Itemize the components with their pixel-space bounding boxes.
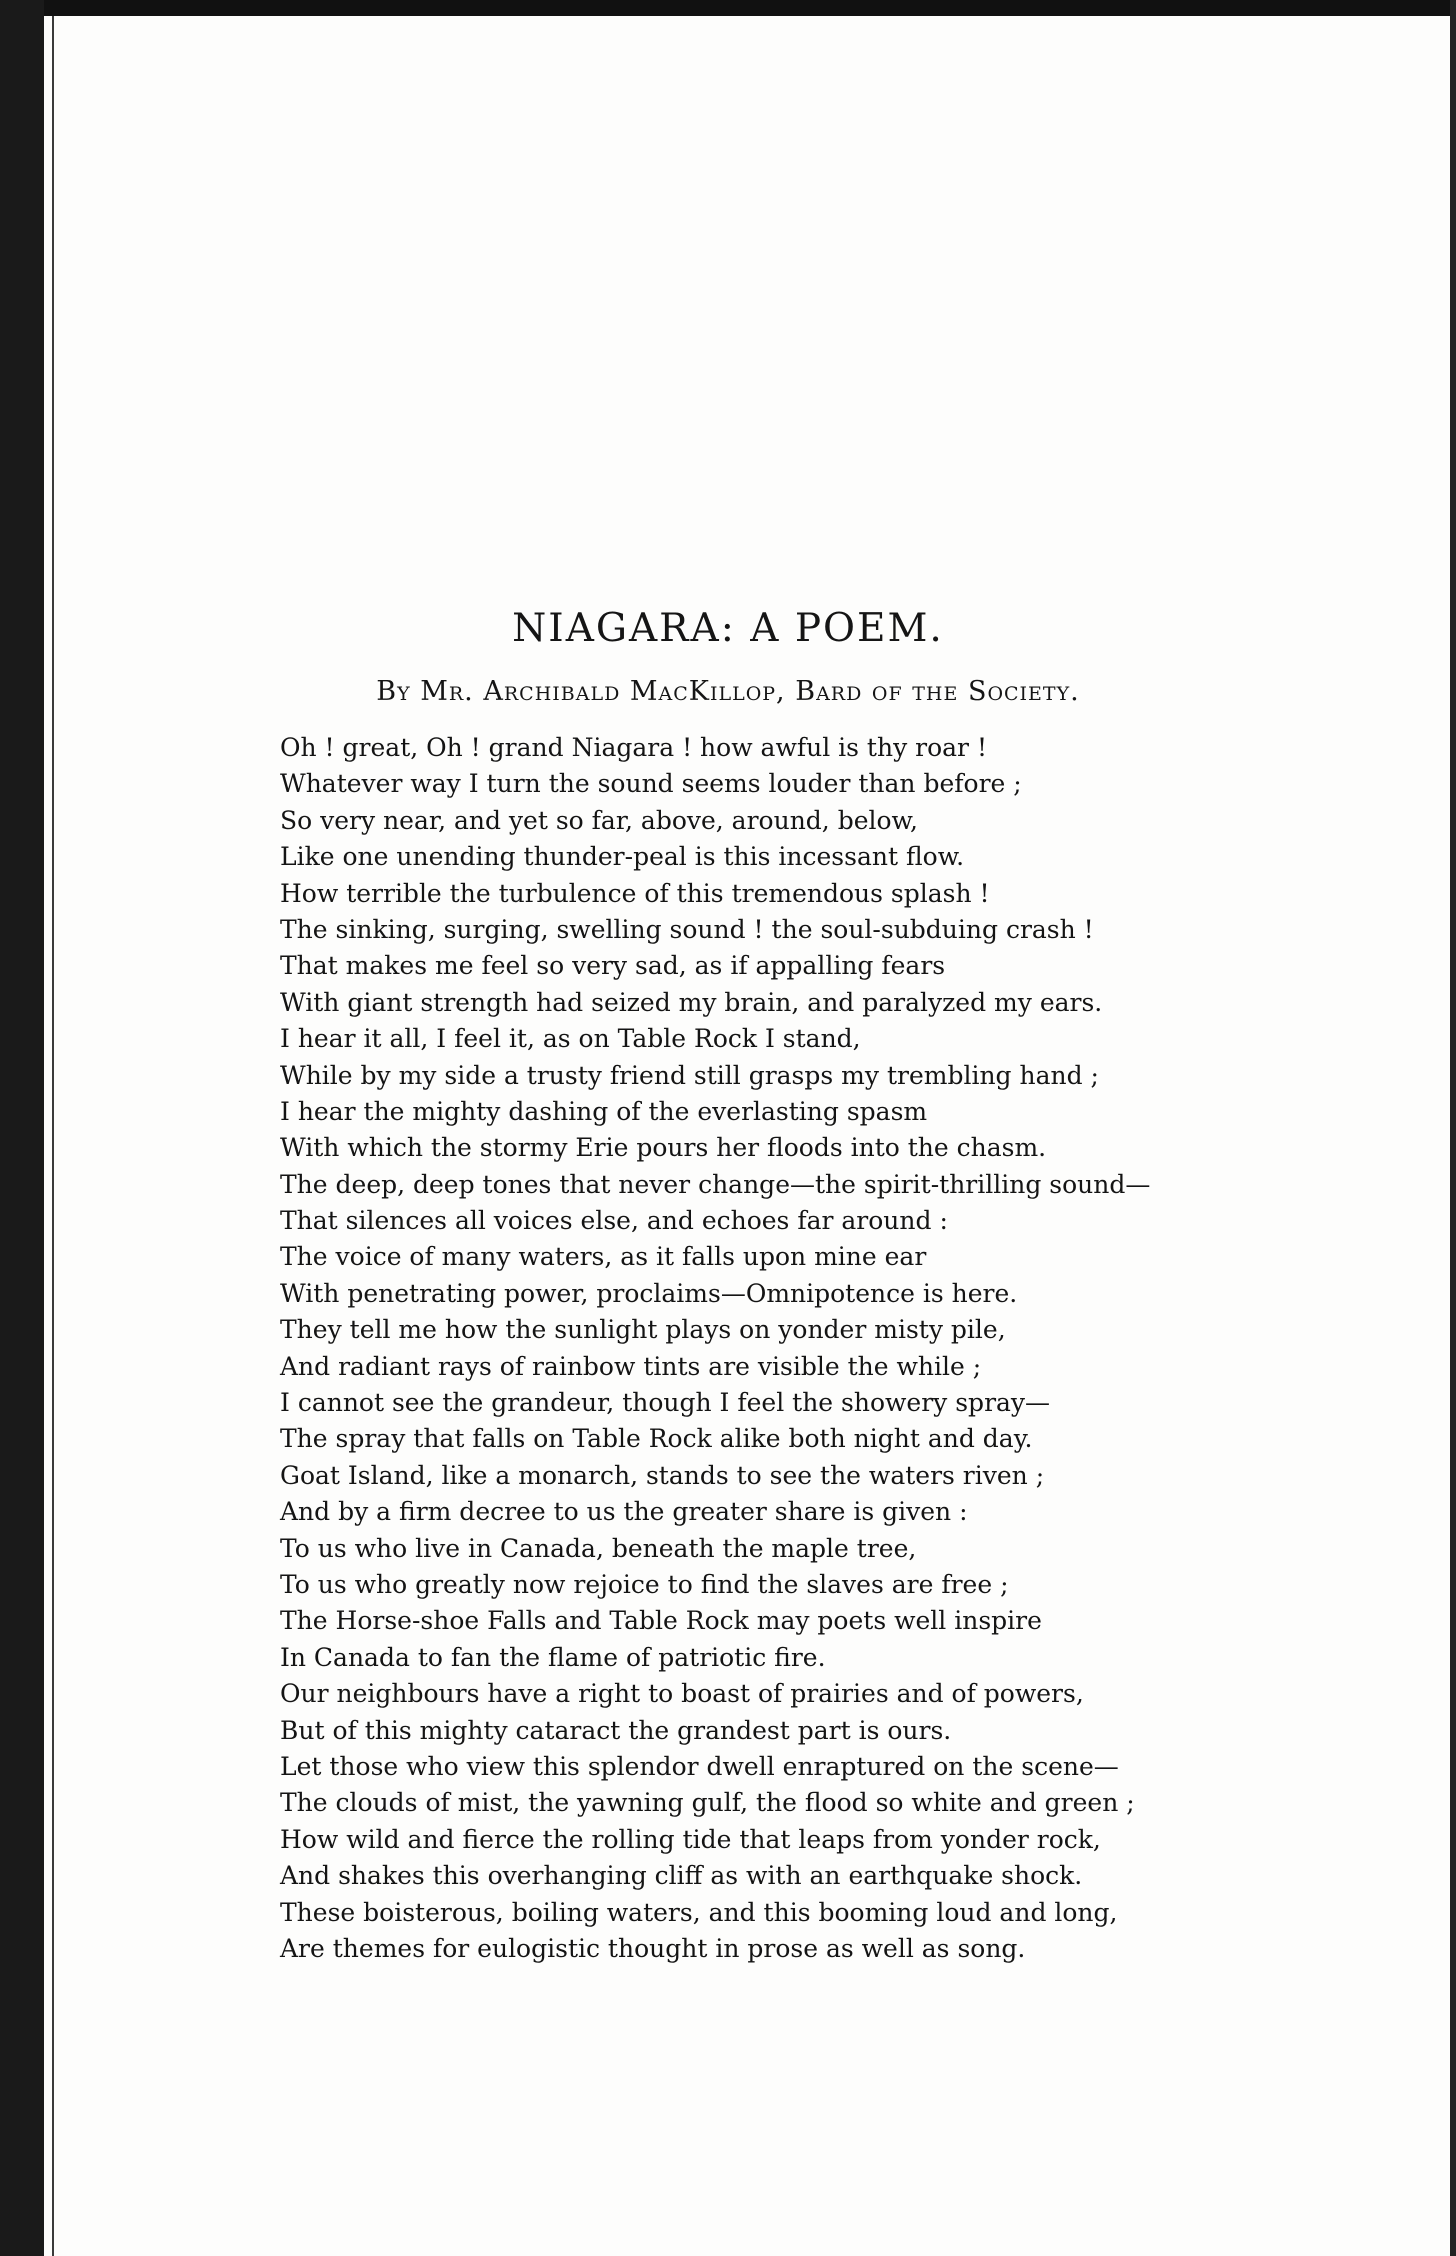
poem-line: They tell me how the sunlight plays on yonder misty pile, xyxy=(280,1315,1006,1345)
poem-line: With penetrating power, proclaims—Omnipotence is here. xyxy=(280,1278,1018,1308)
poem-line: And by a firm decree to us the greater share is given : xyxy=(280,1497,968,1527)
poem-line: Goat Island, like a monarch, stands to see the waters riven ; xyxy=(280,1460,1045,1490)
scan-right-border xyxy=(1450,0,1456,2256)
poem-line: Like one unending thunder-peal is this incessant flow. xyxy=(280,842,965,872)
poem-line: And radiant rays of rainbow tints are visible the while ; xyxy=(280,1351,982,1381)
poem-line: The voice of many waters, as it falls upon mine ear xyxy=(280,1242,927,1272)
poem-line: So very near, and yet so far, above, around, below, xyxy=(280,805,918,835)
poem-line: The sinking, surging, swelling sound ! the soul-subduing crash ! xyxy=(280,914,1094,944)
poem-line: I hear the mighty dashing of the everlasting spasm xyxy=(280,1096,928,1126)
poem-line: That makes me feel so very sad, as if appalling fears xyxy=(280,951,946,981)
poem-line: In Canada to fan the flame of patriotic fire. xyxy=(280,1642,826,1672)
scan-top-border xyxy=(0,0,1456,16)
poem-line: While by my side a trusty friend still grasps my trembling hand ; xyxy=(280,1060,1099,1090)
poem-title: NIAGARA: A POEM. xyxy=(512,606,944,651)
poem-line: Let those who view this splendor dwell enraptured on the scene— xyxy=(280,1751,1119,1781)
poem-line: But of this mighty cataract the grandest part is ours. xyxy=(280,1715,952,1745)
poem-line: With giant strength had seized my brain, and paralyzed my ears. xyxy=(280,987,1103,1017)
poem-line: And shakes this overhanging cliff as with an earthquake shock. xyxy=(280,1861,1083,1891)
poem-line: These boisterous, boiling waters, and this booming loud and long, xyxy=(280,1897,1118,1927)
poem-body xyxy=(280,730,1420,1967)
poem-line: The deep, deep tones that never change—the spirit-thrilling sound— xyxy=(280,1169,1151,1199)
poem-line: Are themes for eulogistic thought in prose as well as song. xyxy=(280,1933,1026,1963)
poem-line: Our neighbours have a right to boast of prairies and of powers, xyxy=(280,1679,1084,1709)
poem-line: I hear it all, I feel it, as on Table Rock I stand, xyxy=(280,1024,861,1054)
poem-line: To us who live in Canada, beneath the maple tree, xyxy=(280,1533,917,1563)
poem-line: The Horse-shoe Falls and Table Rock may poets well inspire xyxy=(280,1606,1042,1636)
poem-line: The spray that falls on Table Rock alike both night and day. xyxy=(280,1424,1033,1454)
poem-line: The clouds of mist, the yawning gulf, the flood so white and green ; xyxy=(280,1788,1135,1818)
page-edge-line xyxy=(52,16,54,2256)
poem-line: I cannot see the grandeur, though I feel the showery spray— xyxy=(280,1388,1051,1418)
poem-byline: By Mr. Archibald MacKillop, Bard of the Society. xyxy=(376,676,1080,707)
poem-line: That silences all voices else, and echoes far around : xyxy=(280,1206,948,1236)
poem-line: How wild and fierce the rolling tide that leaps from yonder rock, xyxy=(280,1824,1101,1854)
poem-line: How terrible the turbulence of this tremendous splash ! xyxy=(280,878,990,908)
poem-line: To us who greatly now rejoice to find the slaves are free ; xyxy=(280,1569,1009,1599)
poem-line: Oh ! great, Oh ! grand Niagara ! how awful is thy roar ! xyxy=(280,733,987,762)
poem-line: Whatever way I turn the sound seems louder than before ; xyxy=(280,769,1022,799)
scan-left-border xyxy=(0,0,44,2256)
poem-line: With which the stormy Erie pours her floods into the chasm. xyxy=(280,1133,1047,1163)
